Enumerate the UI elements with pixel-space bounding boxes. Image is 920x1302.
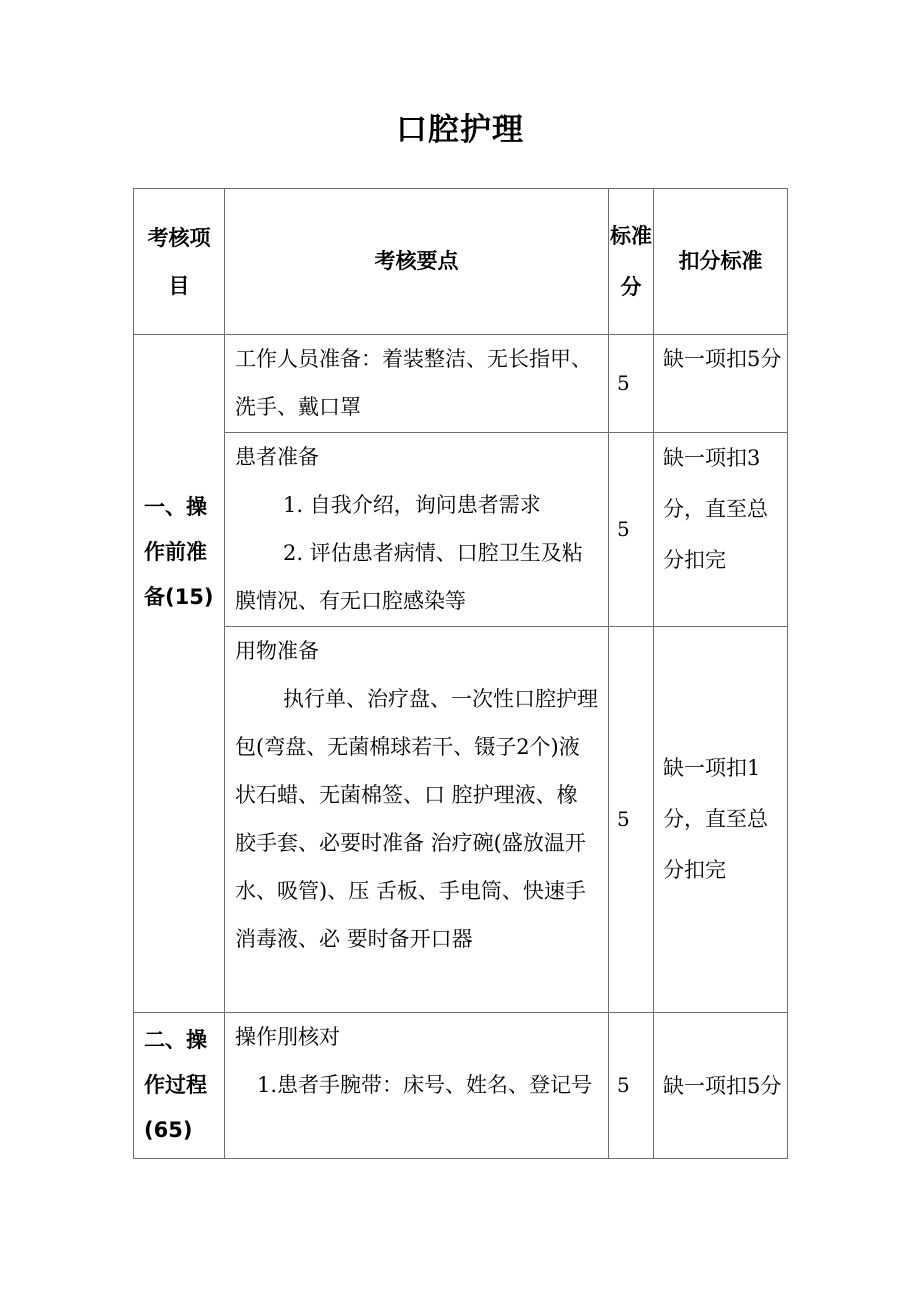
points-cell: 工作人员准备：着装整洁、无长指甲、洗手、戴口罩 bbox=[225, 335, 609, 433]
table-row bbox=[134, 627, 788, 1013]
score-cell: 5 bbox=[609, 433, 654, 627]
page-title: 口腔护理 bbox=[396, 112, 524, 148]
score-cell: 5 bbox=[609, 335, 654, 433]
category-cell: 一、操作前准备(15) bbox=[134, 335, 225, 1013]
deduction-cell: 缺一项扣1分，直至总分扣完 bbox=[654, 627, 788, 1013]
header-deduction: 扣分标准 bbox=[654, 189, 788, 335]
table-header-row bbox=[134, 189, 788, 335]
header-score: 标准分 bbox=[609, 189, 654, 335]
assessment-table bbox=[133, 188, 788, 1159]
table-row bbox=[134, 335, 788, 433]
header-item: 考核项目 bbox=[134, 189, 225, 335]
deduction-cell: 缺一项扣5分 bbox=[654, 1013, 788, 1159]
score-cell: 5 bbox=[609, 1013, 654, 1159]
score-cell: 5 bbox=[609, 627, 654, 1013]
points-cell: 患者准备 1. 自我介绍，询问患者需求 2. 评估患者病情、口腔卫生及粘膜情况、有无口腔感染等 bbox=[225, 433, 609, 627]
table-row bbox=[134, 433, 788, 627]
category-cell: 二、操作过程(65) bbox=[134, 1013, 225, 1159]
points-cell: 用物准备 执行单、治疗盘、一次性口腔护理包(弯盘、无菌棉球若干、镊子2个)液状石蜡、无菌棉签、口 腔护理液、橡胶手套、必要时准备 治疗碗(盛放温开水、吸管)、压 舌板、手电筒、快速手消毒液、必 要时备开口器 bbox=[225, 627, 609, 1013]
table-row bbox=[134, 1013, 788, 1159]
deduction-cell: 缺一项扣5分 bbox=[654, 335, 788, 433]
points-cell: 操作刖核对 1.患者手腕带：床号、姓名、登记号 bbox=[225, 1013, 609, 1159]
deduction-cell: 缺一项扣3分，直至总分扣完 bbox=[654, 433, 788, 627]
header-points: 考核要点 bbox=[225, 189, 609, 335]
